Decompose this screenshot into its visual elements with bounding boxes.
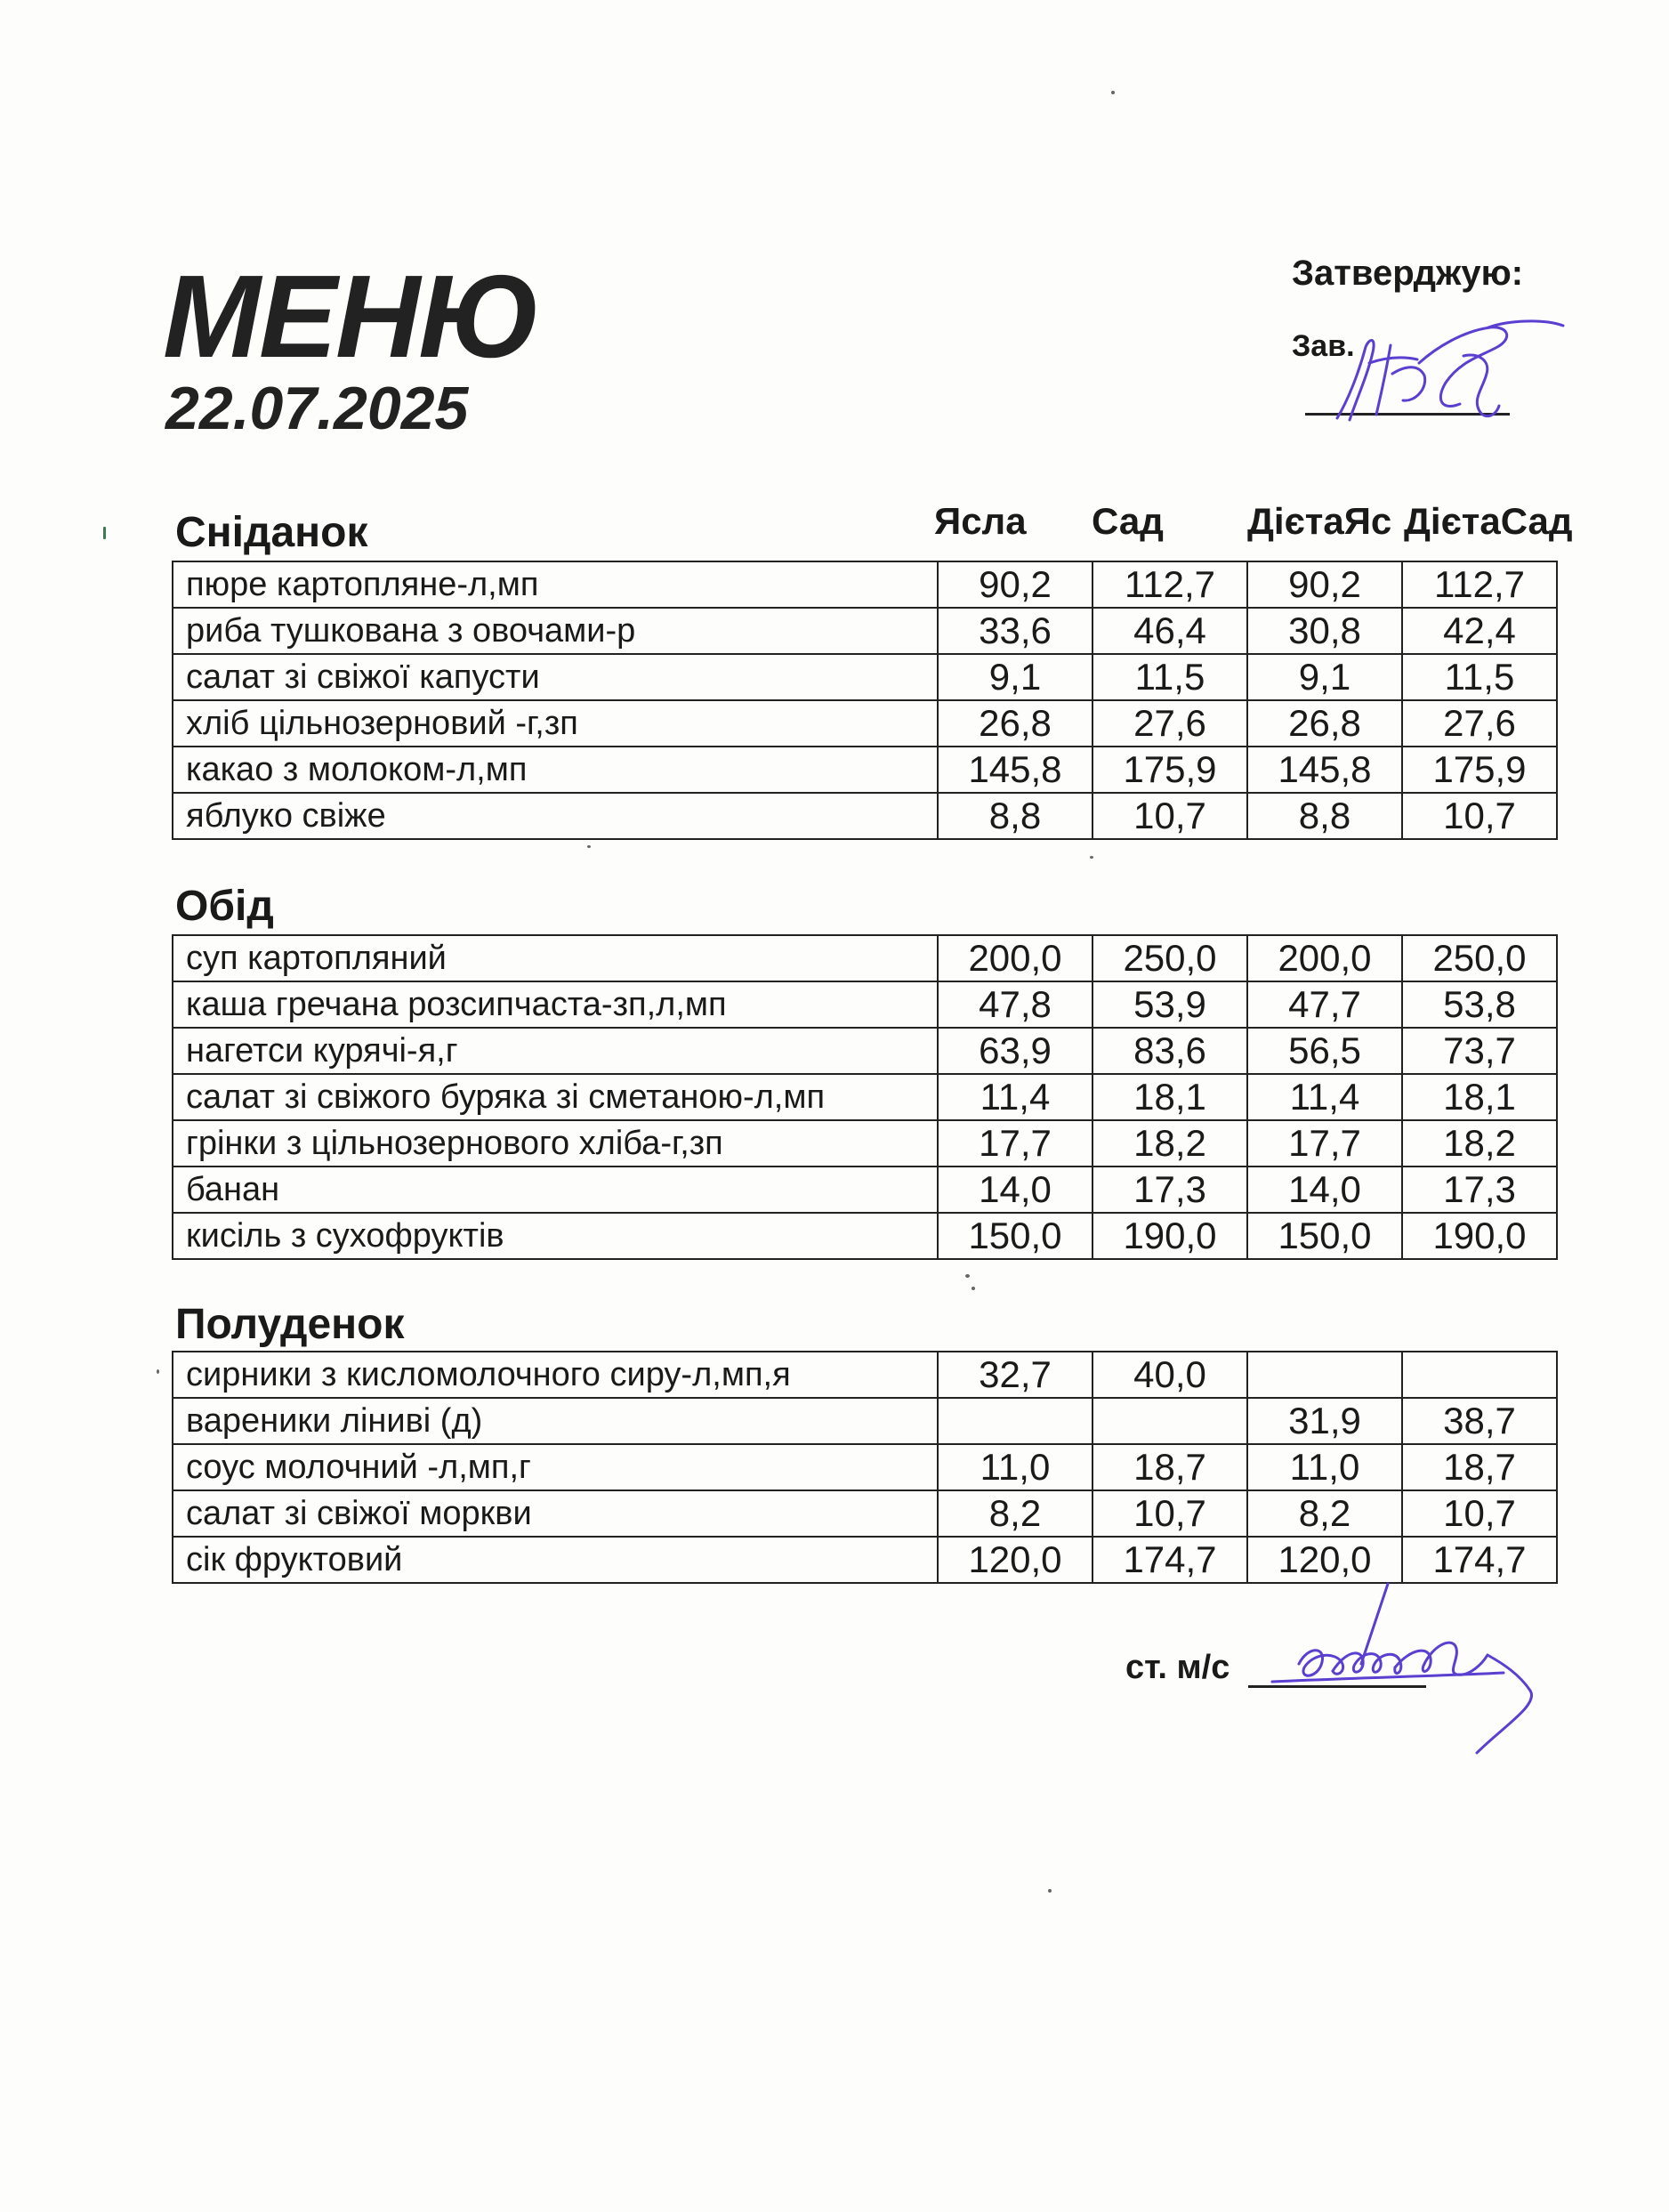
portion-diet-nursery: 150,0	[1247, 1213, 1402, 1259]
table-row	[173, 1120, 1557, 1167]
afternoon-snack-table	[172, 1351, 1558, 1584]
portion-diet-kindergarten: 73,7	[1402, 1028, 1557, 1074]
portion-diet-kindergarten: 112,7	[1402, 561, 1557, 608]
portion-kindergarten: 250,0	[1093, 935, 1247, 981]
portion-diet-kindergarten: 11,5	[1402, 654, 1557, 700]
table-row	[173, 561, 1557, 608]
senior-nurse-signature-line	[1248, 1685, 1426, 1688]
approval-label: Затверджую:	[1292, 254, 1524, 293]
column-header-diet-kindergarten: ДієтаСад	[1404, 500, 1573, 542]
portion-kindergarten: 175,9	[1093, 747, 1247, 793]
lunch-table	[172, 934, 1558, 1260]
table-row	[173, 1074, 1557, 1120]
portion-nursery: 33,6	[938, 608, 1093, 654]
portion-diet-nursery: 47,7	[1247, 981, 1402, 1028]
portion-kindergarten: 174,7	[1093, 1537, 1247, 1583]
portion-diet-nursery: 17,7	[1247, 1120, 1402, 1167]
portion-diet-nursery: 14,0	[1247, 1167, 1402, 1213]
scan-speck	[103, 527, 106, 539]
table-row	[173, 1490, 1557, 1537]
head-signature	[1330, 311, 1597, 445]
portion-diet-kindergarten: 175,9	[1402, 747, 1557, 793]
dish-name: риба тушкована з овочами-р	[173, 608, 938, 654]
column-header-nursery: Ясла	[934, 500, 1027, 542]
dish-name: кисіль з сухофруктів	[173, 1213, 938, 1259]
senior-nurse-label: ст. м/с	[1125, 1649, 1230, 1686]
portion-kindergarten: 190,0	[1093, 1213, 1247, 1259]
portion-kindergarten: 27,6	[1093, 700, 1247, 747]
portion-diet-nursery: 90,2	[1247, 561, 1402, 608]
section-title-breakfast: Сніданок	[175, 509, 368, 556]
column-header-diet-nursery: ДієтаЯс	[1247, 500, 1392, 542]
dish-name: салат зі свіжої моркви	[173, 1490, 938, 1537]
table-row	[173, 1167, 1557, 1213]
dish-name: суп картопляний	[173, 935, 938, 981]
portion-nursery: 26,8	[938, 700, 1093, 747]
dish-name: каша гречана розсипчаста-зп,л,мп	[173, 981, 938, 1028]
portion-nursery: 145,8	[938, 747, 1093, 793]
section-title-lunch: Обід	[175, 883, 274, 930]
portion-nursery: 90,2	[938, 561, 1093, 608]
dish-name: сирники з кисломолочного сиру-л,мп,я	[173, 1352, 938, 1398]
scan-speck	[157, 1369, 159, 1374]
portion-diet-kindergarten: 18,1	[1402, 1074, 1557, 1120]
table-row	[173, 1352, 1557, 1398]
table-row	[173, 1444, 1557, 1490]
table-row	[173, 700, 1557, 747]
portion-diet-nursery: 31,9	[1247, 1398, 1402, 1444]
portion-diet-kindergarten: 250,0	[1402, 935, 1557, 981]
portion-nursery: 9,1	[938, 654, 1093, 700]
dish-name: грінки з цільнозернового хліба-г,зп	[173, 1120, 938, 1167]
portion-kindergarten: 83,6	[1093, 1028, 1247, 1074]
table-row	[173, 1213, 1557, 1259]
scan-speck	[587, 845, 591, 848]
dish-name: какао з молоком-л,мп	[173, 747, 938, 793]
page-title: МЕНЮ	[163, 251, 539, 382]
table-row	[173, 608, 1557, 654]
table-row	[173, 654, 1557, 700]
table-row	[173, 793, 1557, 839]
portion-kindergarten: 112,7	[1093, 561, 1247, 608]
portion-nursery: 150,0	[938, 1213, 1093, 1259]
portion-kindergarten: 10,7	[1093, 793, 1247, 839]
portion-diet-kindergarten: 190,0	[1402, 1213, 1557, 1259]
head-label: Зав.	[1292, 329, 1355, 363]
section-title-afternoon-snack: Полуденок	[175, 1301, 405, 1348]
portion-diet-kindergarten: 10,7	[1402, 1490, 1557, 1537]
head-signature-line	[1305, 413, 1510, 416]
portion-nursery: 47,8	[938, 981, 1093, 1028]
portion-kindergarten: 17,3	[1093, 1167, 1247, 1213]
portion-nursery: 14,0	[938, 1167, 1093, 1213]
table-row	[173, 747, 1557, 793]
scan-speck	[972, 1287, 975, 1290]
portion-nursery: 11,0	[938, 1444, 1093, 1490]
portion-kindergarten: 53,9	[1093, 981, 1247, 1028]
portion-diet-nursery: 11,0	[1247, 1444, 1402, 1490]
scan-speck	[1048, 1889, 1052, 1893]
portion-kindergarten: 40,0	[1093, 1352, 1247, 1398]
portion-nursery: 8,8	[938, 793, 1093, 839]
portion-nursery: 8,2	[938, 1490, 1093, 1537]
portion-diet-kindergarten: 174,7	[1402, 1537, 1557, 1583]
dish-name: сік фруктовий	[173, 1537, 938, 1583]
dish-name: соус молочний -л,мп,г	[173, 1444, 938, 1490]
portion-diet-kindergarten: 18,2	[1402, 1120, 1557, 1167]
dish-name: яблуко свіже	[173, 793, 938, 839]
portion-diet-nursery: 8,8	[1247, 793, 1402, 839]
portion-kindergarten: 18,7	[1093, 1444, 1247, 1490]
portion-diet-kindergarten: 53,8	[1402, 981, 1557, 1028]
table-row	[173, 981, 1557, 1028]
portion-diet-kindergarten: 38,7	[1402, 1398, 1557, 1444]
portion-kindergarten: 18,2	[1093, 1120, 1247, 1167]
portion-diet-nursery: 145,8	[1247, 747, 1402, 793]
breakfast-table	[172, 561, 1558, 840]
scan-speck	[1111, 91, 1115, 94]
portion-diet-kindergarten	[1402, 1352, 1557, 1398]
menu-date: 22.07.2025	[165, 375, 469, 442]
dish-name: хліб цільнозерновий -г,зп	[173, 700, 938, 747]
portion-diet-nursery: 9,1	[1247, 654, 1402, 700]
portion-diet-nursery	[1247, 1352, 1402, 1398]
portion-kindergarten: 18,1	[1093, 1074, 1247, 1120]
scan-speck	[965, 1274, 970, 1278]
portion-diet-nursery: 30,8	[1247, 608, 1402, 654]
portion-diet-kindergarten: 18,7	[1402, 1444, 1557, 1490]
dish-name: салат зі свіжої капусти	[173, 654, 938, 700]
table-row	[173, 1028, 1557, 1074]
portion-kindergarten	[1093, 1398, 1247, 1444]
portion-diet-kindergarten: 27,6	[1402, 700, 1557, 747]
portion-kindergarten: 46,4	[1093, 608, 1247, 654]
portion-nursery: 63,9	[938, 1028, 1093, 1074]
portion-nursery: 17,7	[938, 1120, 1093, 1167]
portion-diet-nursery: 200,0	[1247, 935, 1402, 981]
portion-nursery	[938, 1398, 1093, 1444]
portion-diet-kindergarten: 42,4	[1402, 608, 1557, 654]
portion-diet-nursery: 26,8	[1247, 700, 1402, 747]
portion-nursery: 11,4	[938, 1074, 1093, 1120]
portion-nursery: 200,0	[938, 935, 1093, 981]
portion-diet-nursery: 56,5	[1247, 1028, 1402, 1074]
table-row	[173, 935, 1557, 981]
portion-kindergarten: 11,5	[1093, 654, 1247, 700]
table-row	[173, 1398, 1557, 1444]
column-header-kindergarten: Сад	[1092, 500, 1164, 542]
portion-diet-nursery: 11,4	[1247, 1074, 1402, 1120]
dish-name: вареники ліниві (д)	[173, 1398, 938, 1444]
dish-name: банан	[173, 1167, 938, 1213]
portion-nursery: 120,0	[938, 1537, 1093, 1583]
portion-diet-nursery: 8,2	[1247, 1490, 1402, 1537]
portion-kindergarten: 10,7	[1093, 1490, 1247, 1537]
portion-diet-nursery: 120,0	[1247, 1537, 1402, 1583]
portion-diet-kindergarten: 17,3	[1402, 1167, 1557, 1213]
table-row	[173, 1537, 1557, 1583]
portion-diet-kindergarten: 10,7	[1402, 793, 1557, 839]
dish-name: салат зі свіжого буряка зі сметаною-л,мп	[173, 1074, 938, 1120]
dish-name: пюре картопляне-л,мп	[173, 561, 938, 608]
portion-nursery: 32,7	[938, 1352, 1093, 1398]
dish-name: нагетси курячі-я,г	[173, 1028, 938, 1074]
scan-speck	[1090, 856, 1093, 859]
